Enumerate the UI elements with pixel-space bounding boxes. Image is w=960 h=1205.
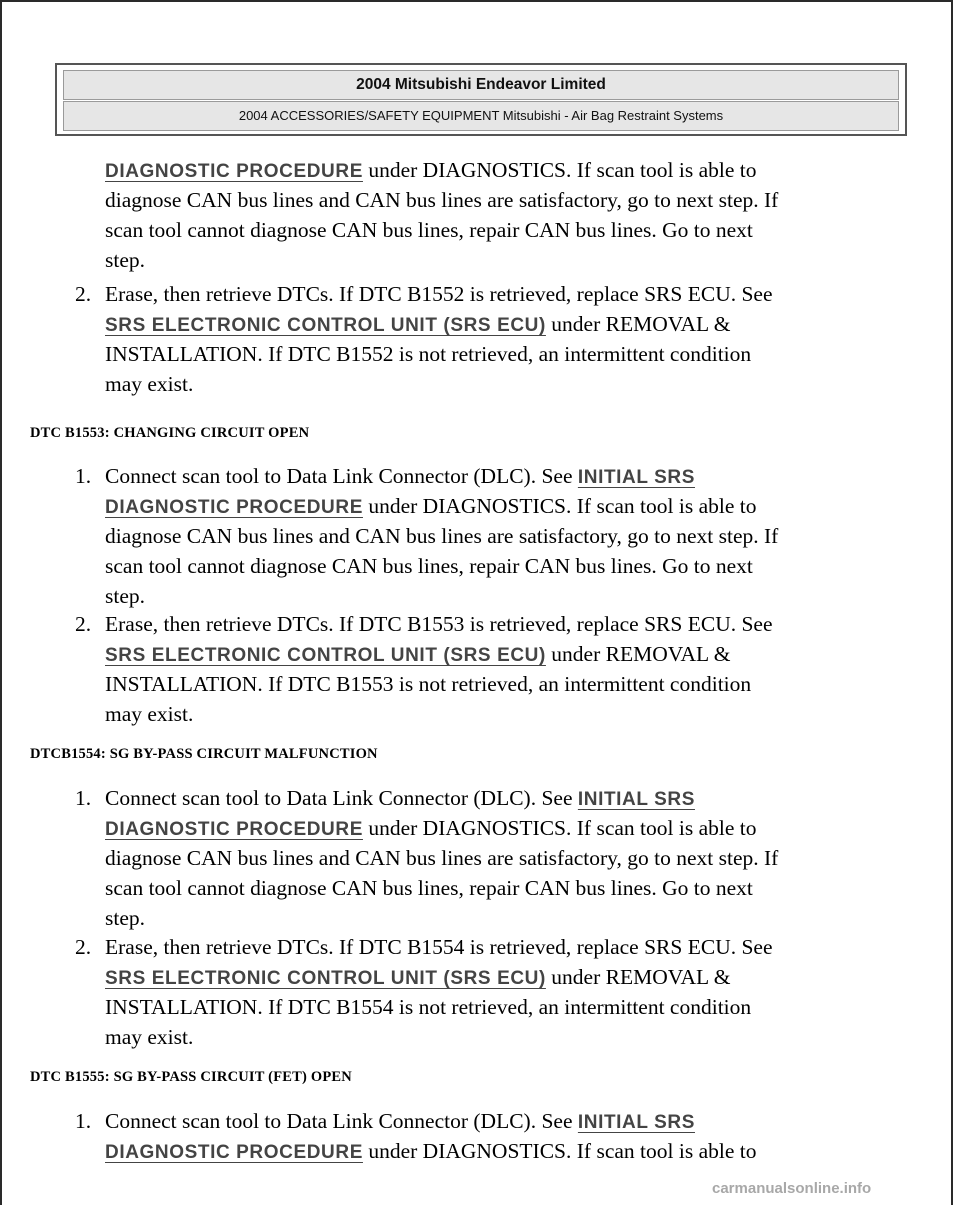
document-header [55, 63, 907, 136]
step-number: 2. [75, 282, 92, 306]
page-border-top [0, 0, 953, 2]
link-initial-srs[interactable]: INITIAL SRS [577, 789, 695, 810]
step-number: 1. [75, 786, 92, 810]
step-number: 1. [75, 464, 92, 488]
continued-step-1: DIAGNOSTIC PROCEDURE under DIAGNOSTICS. If scan tool is able to diagnose CAN bus lines and CAN bus lines are satisfactory, go to next step. If scan tool cannot diagnose CAN bus lines, repair CAN bus lines. Go to next step. [105, 158, 779, 272]
step-2-text: Erase, then retrieve DTCs. If DTC B1553 is retrieved, replace SRS ECU. See SRS ELECTRONIC CONTROL UNIT (SRS ECU) under REMOVAL & INSTALLATION. If DTC B1553 is not retrieved, an intermittent condition may exist. [105, 612, 773, 726]
link-initial-srs[interactable]: INITIAL SRS [577, 1112, 695, 1133]
link-srs-ecu[interactable]: SRS ELECTRONIC CONTROL UNIT (SRS ECU) [105, 645, 546, 666]
link-diagnostic-procedure[interactable]: DIAGNOSTIC PROCEDURE [105, 497, 363, 518]
step-1-text: Connect scan tool to Data Link Connector (DLC). See INITIAL SRS DIAGNOSTIC PROCEDURE under DIAGNOSTICS. If scan tool is able to [105, 1109, 757, 1163]
page-border-left [0, 0, 2, 1205]
step-number: 2. [75, 612, 92, 636]
section-heading-b1554: DTCB1554: SG BY-PASS CIRCUIT MALFUNCTION [30, 746, 378, 762]
step-1-text: Connect scan tool to Data Link Connector (DLC). See INITIAL SRS DIAGNOSTIC PROCEDURE under DIAGNOSTICS. If scan tool is able to diagnose CAN bus lines and CAN bus lines are satisfactory, go to next step. If scan tool cannot diagnose CAN bus lines, repair CAN bus lines. Go to next step. [105, 464, 779, 608]
step-number: 1. [75, 1109, 92, 1133]
step-1-text: Connect scan tool to Data Link Connector (DLC). See INITIAL SRS DIAGNOSTIC PROCEDURE under DIAGNOSTICS. If scan tool is able to diagnose CAN bus lines and CAN bus lines are satisfactory, go to next step. If scan tool cannot diagnose CAN bus lines, repair CAN bus lines. Go to next step. [105, 786, 779, 930]
link-diagnostic-procedure[interactable]: DIAGNOSTIC PROCEDURE [105, 1142, 363, 1163]
page-border-right [951, 0, 953, 1205]
step-number: 2. [75, 935, 92, 959]
link-srs-ecu[interactable]: SRS ELECTRONIC CONTROL UNIT (SRS ECU) [105, 315, 546, 336]
document-subtitle: 2004 ACCESSORIES/SAFETY EQUIPMENT Mitsubishi - Air Bag Restraint Systems [63, 101, 899, 131]
watermark: carmanualsonline.info [712, 1180, 872, 1197]
section-heading-b1555: DTC B1555: SG BY-PASS CIRCUIT (FET) OPEN [30, 1069, 352, 1085]
step-2-text: Erase, then retrieve DTCs. If DTC B1554 is retrieved, replace SRS ECU. See SRS ELECTRONIC CONTROL UNIT (SRS ECU) under REMOVAL & INSTALLATION. If DTC B1554 is not retrieved, an intermittent condition may exist. [105, 935, 773, 1049]
link-initial-srs[interactable]: INITIAL SRS [577, 467, 695, 488]
document-title: 2004 Mitsubishi Endeavor Limited [63, 70, 899, 100]
section-heading-b1553: DTC B1553: CHANGING CIRCUIT OPEN [30, 425, 310, 441]
link-diagnostic-procedure[interactable]: DIAGNOSTIC PROCEDURE [105, 819, 363, 840]
link-srs-ecu[interactable]: SRS ELECTRONIC CONTROL UNIT (SRS ECU) [105, 968, 546, 989]
link-diagnostic-procedure[interactable]: DIAGNOSTIC PROCEDURE [105, 161, 363, 182]
step-2-text: Erase, then retrieve DTCs. If DTC B1552 is retrieved, replace SRS ECU. See SRS ELECTRONIC CONTROL UNIT (SRS ECU) under REMOVAL & INSTALLATION. If DTC B1552 is not retrieved, an intermittent condition may exist. [105, 282, 773, 396]
